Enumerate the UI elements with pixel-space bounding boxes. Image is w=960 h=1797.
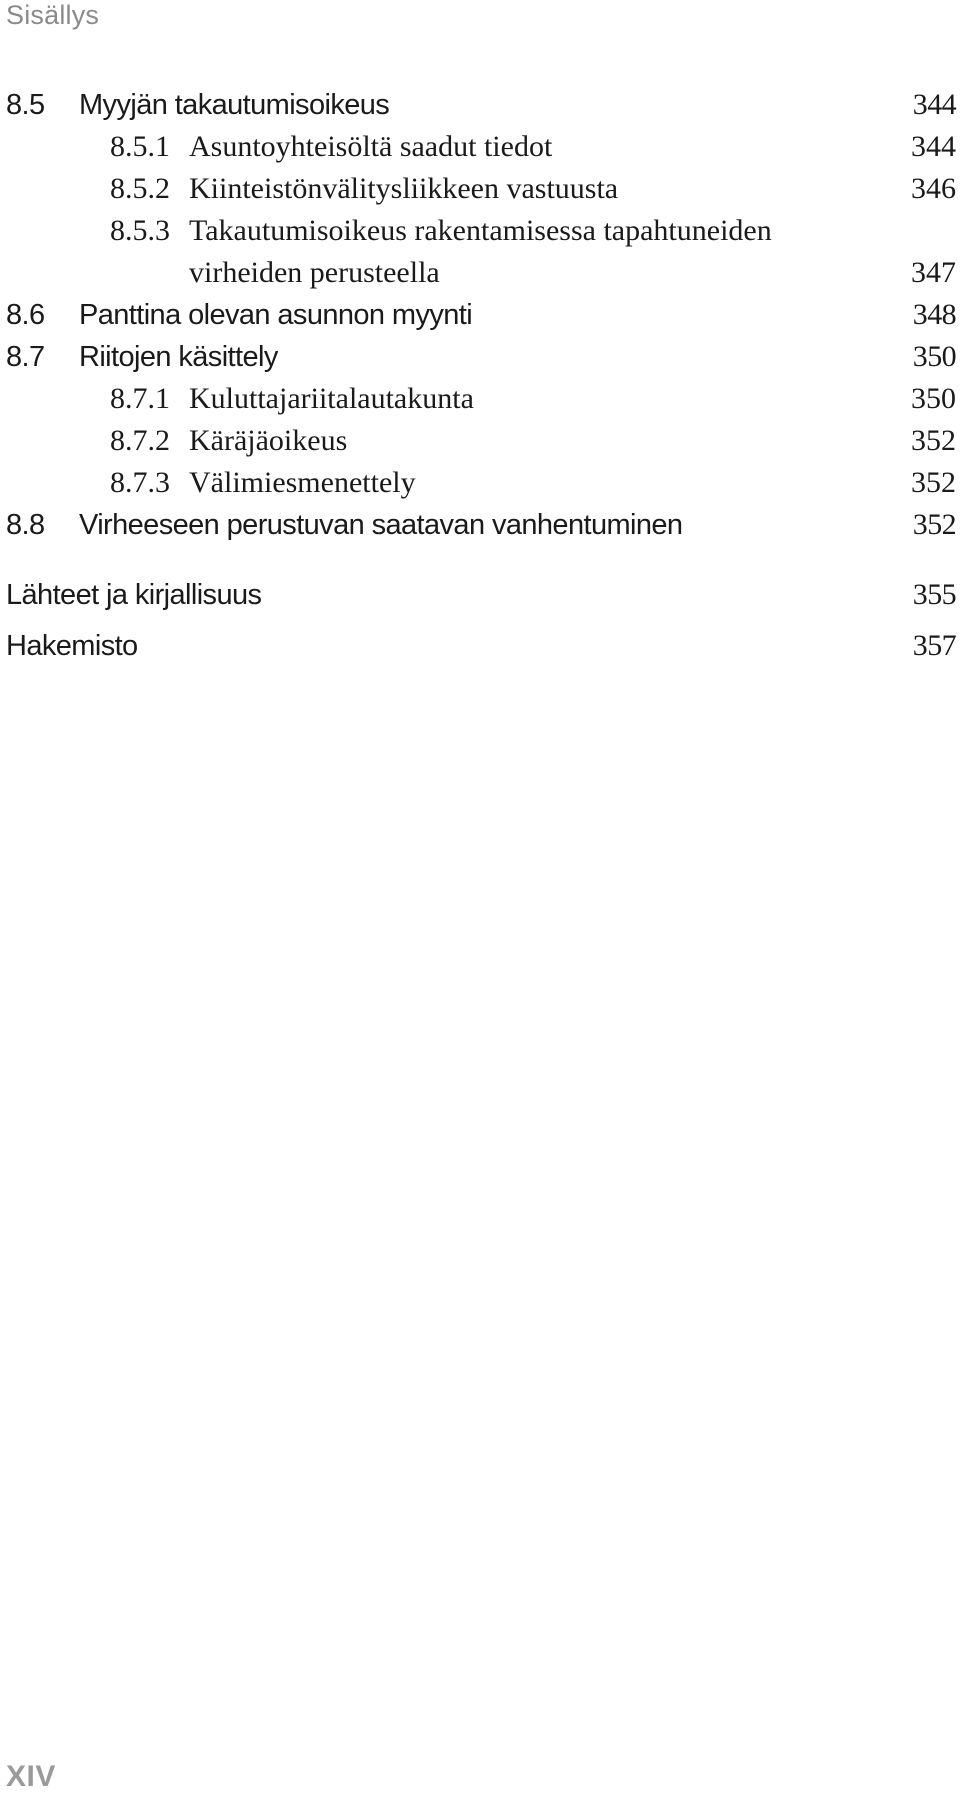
toc-entry-page: 350 (912, 340, 956, 373)
toc-entry-8-5[interactable] (6, 88, 956, 130)
toc-entry-number: 8.5.1 (110, 130, 170, 163)
toc-entry-8-8[interactable] (6, 508, 956, 550)
toc-entry-page: 344 (911, 130, 956, 163)
table-of-contents (6, 88, 956, 671)
toc-entry-8-5-2[interactable] (6, 172, 956, 214)
toc-entry-page: 344 (912, 88, 956, 121)
toc-entry-8-6[interactable] (6, 298, 956, 340)
toc-entry-index[interactable] (6, 629, 956, 671)
toc-entry-title-line1: Takautumisoikeus rakentamisessa tapahtuneiden (189, 214, 772, 247)
toc-entry-page: 352 (911, 466, 956, 499)
toc-entry-title: Hakemisto (6, 630, 138, 662)
toc-entry-number: 8.7 (6, 341, 45, 373)
toc-entry-page: 348 (912, 298, 956, 331)
toc-entry-8-7-2[interactable] (6, 424, 956, 466)
toc-entry-title: Kiinteistönvälitysliikkeen vastuusta (189, 172, 619, 205)
toc-entry-page: 352 (911, 424, 956, 457)
toc-entry-number: 8.7.2 (110, 424, 170, 457)
toc-entry-page: 350 (911, 382, 956, 415)
toc-entry-title: Välimiesmenettely (189, 466, 416, 499)
toc-entry-page: 347 (911, 256, 956, 289)
toc-entry-number: 8.8 (6, 509, 45, 541)
spacer (6, 550, 956, 578)
toc-entry-title: Panttina olevan asunnon myynti (79, 299, 473, 331)
toc-entry-title: Riitojen käsittely (79, 341, 278, 373)
toc-entry-number: 8.7.1 (110, 382, 170, 415)
toc-entry-title: Käräjäoikeus (189, 424, 348, 457)
toc-entry-8-5-3-continuation[interactable] (6, 256, 956, 298)
toc-entry-number: 8.5.2 (110, 172, 170, 205)
toc-entry-sources[interactable] (6, 578, 956, 629)
toc-entry-title: Lähteet ja kirjallisuus (6, 579, 262, 611)
toc-entry-title: Kuluttajariitalautakunta (189, 382, 474, 415)
page-folio: XIV (6, 1760, 56, 1793)
toc-entry-page: 346 (911, 172, 956, 205)
toc-entry-8-7-3[interactable] (6, 466, 956, 508)
toc-entry-title: Virheeseen perustuvan saatavan vanhentuminen (79, 509, 683, 541)
toc-entry-8-5-1[interactable] (6, 130, 956, 172)
toc-entry-page: 355 (912, 578, 956, 611)
toc-entry-number: 8.5 (6, 89, 45, 121)
toc-entry-number: 8.7.3 (110, 466, 170, 499)
toc-entry-8-5-3[interactable] (6, 214, 956, 256)
toc-entry-8-7-1[interactable] (6, 382, 956, 424)
toc-entry-8-7[interactable] (6, 340, 956, 382)
toc-entry-number: 8.5.3 (110, 214, 170, 247)
toc-entry-title: Myyjän takautumisoikeus (79, 89, 390, 121)
toc-entry-title: Asuntoyhteisöltä saadut tiedot (189, 130, 553, 163)
toc-entry-number: 8.6 (6, 299, 45, 331)
toc-entry-title-line2: virheiden perusteella (189, 256, 440, 289)
running-header: Sisällys (6, 0, 100, 30)
toc-entry-page: 357 (912, 629, 956, 662)
toc-entry-page: 352 (912, 508, 956, 541)
